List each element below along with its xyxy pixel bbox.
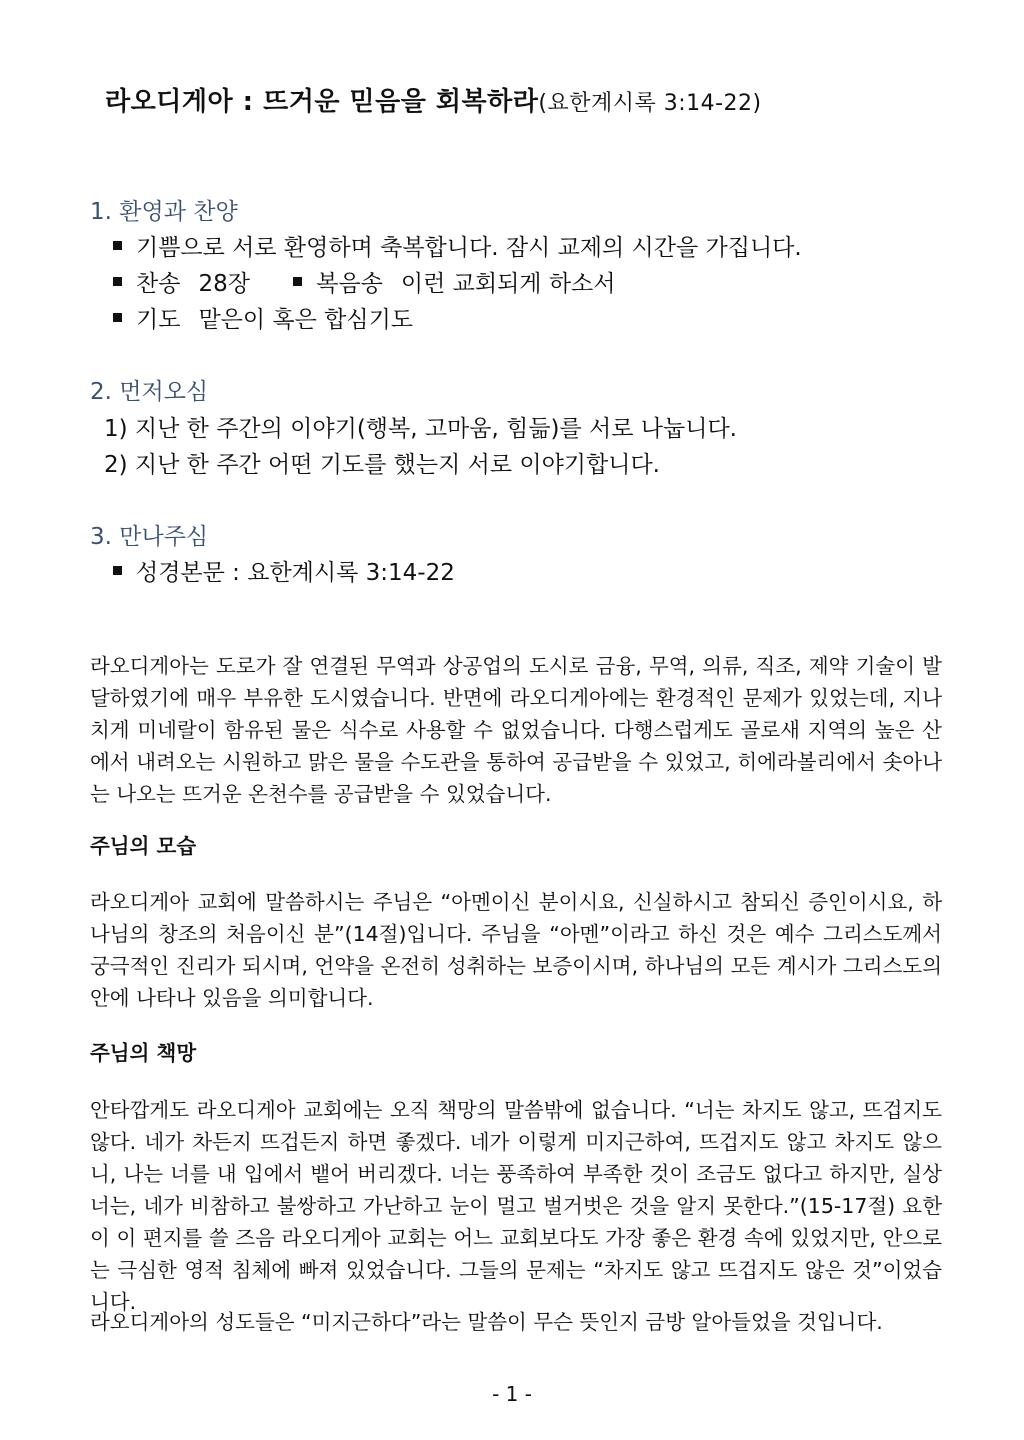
square-bullet-icon bbox=[293, 277, 302, 286]
prayer-value: 맡은이 혹은 합심기도 bbox=[198, 307, 414, 333]
scripture-text: 성경본문 : 요한계시록 3:14-22 bbox=[136, 560, 455, 586]
hymn-value: 28장 bbox=[198, 271, 250, 297]
numbered-item: 2) 지난 한 주간 어떤 기도를 했는지 서로 이야기합니다. bbox=[104, 452, 660, 478]
subheading-lords-rebuke: 주님의 책망 bbox=[90, 1041, 197, 1065]
section-heading-first-coming: 2. 먼저오심 bbox=[90, 379, 209, 405]
body-paragraph: 라오디게아 교회에 말씀하시는 주님은 “아멘이신 분이시요, 신실하시고 참되신 증인이시요, 하나님의 창조의 처음이신 분”(14절)입니다. 주님을 “아멘”이라고 하신 것은 예수 그리스도께서 궁극적인 진리가 되시며, 언약을 온전히 성취하는 보증이시며, 하나님의 모든 계시가 그리스도의 안에 나타나 있음을 의미합니다. bbox=[90, 890, 942, 1010]
list-item bbox=[113, 268, 616, 300]
list-item bbox=[113, 557, 455, 589]
square-bullet-icon bbox=[113, 241, 122, 250]
square-bullet-icon bbox=[113, 313, 122, 322]
body-paragraph: 안타깝게도 라오디게아 교회에는 오직 책망의 말씀밖에 없습니다. “너는 차지도 않고, 뜨겁지도 않다. 네가 차든지 뜨겁든지 하면 좋겠다. 네가 이렇게 미지근하여, 뜨겁지도 않고 차지도 않으니, 나는 너를 내 입에서 뱉어 버리겠다. 너는 풍족하여 부족한 것이 조금도 없다고 하지만, 실상 너는, 네가 비참하고 불쌍하고 가난하고 눈이 멀고 벌거벗은 것을 알지 못한다.”(15-17절) 요한이 이 편지를 쓸 즈음 라오디게아 교회는 어느 교회보다도 가장 좋은 환경 속에 있었지만, 안으로는 극심한 영적 침체에 빠져 있었습니다. 그들의 문제는 “차지도 않고 뜨겁지도 않은 것”이었습니다. bbox=[90, 1098, 942, 1314]
numbered-item: 1) 지난 한 주간의 이야기(행복, 고마움, 힘듦)를 서로 나눕니다. bbox=[104, 416, 737, 442]
square-bullet-icon bbox=[113, 277, 122, 286]
section-heading-welcome: 1. 환영과 찬양 bbox=[90, 199, 238, 225]
prayer-label: 기도 bbox=[136, 307, 181, 333]
gospel-song-value: 이런 교회되게 하소서 bbox=[400, 271, 616, 297]
body-paragraph: 라오디게아는 도로가 잘 연결된 무역과 상공업의 도시로 금융, 무역, 의류, 직조, 제약 기술이 발달하였기에 매우 부유한 도시였습니다. 반면에 라오디게아에는 환경적인 문제가 있었는데, 지나치게 미네랄이 함유된 물은 식수로 사용할 수 없었습니다. 다행스럽게도 골로새 지역의 높은 산에서 내려오는 시원하고 맑은 물을 수도관을 통하여 공급받을 수 있었고, 히에라볼리에서 솟아나는 나오는 뜨거운 온천수를 공급받을 수 있었습니다. bbox=[90, 654, 942, 806]
gospel-song-label: 복음송 bbox=[316, 271, 383, 297]
page-number: - 1 - bbox=[492, 1382, 532, 1406]
title-scripture-reference: (요한계시록 3:14-22) bbox=[538, 91, 762, 116]
hymn-label: 찬송 bbox=[136, 271, 181, 297]
square-bullet-icon bbox=[113, 566, 122, 575]
list-item-text: 기쁨으로 서로 환영하며 축복합니다. 잠시 교제의 시간을 가집니다. bbox=[136, 235, 802, 261]
list-item bbox=[113, 232, 802, 264]
document-title bbox=[105, 84, 762, 122]
section-heading-meeting: 3. 만나주심 bbox=[90, 524, 209, 550]
subheading-lords-appearance: 주님의 모습 bbox=[90, 834, 197, 858]
list-item bbox=[113, 304, 413, 336]
title-main: 라오디게아 : 뜨거운 믿음을 회복하라 bbox=[105, 87, 539, 117]
body-paragraph: 라오디게아의 성도들은 “미지근하다”라는 말씀이 무슨 뜻인지 금방 알아들었을 것입니다. bbox=[90, 1310, 883, 1334]
